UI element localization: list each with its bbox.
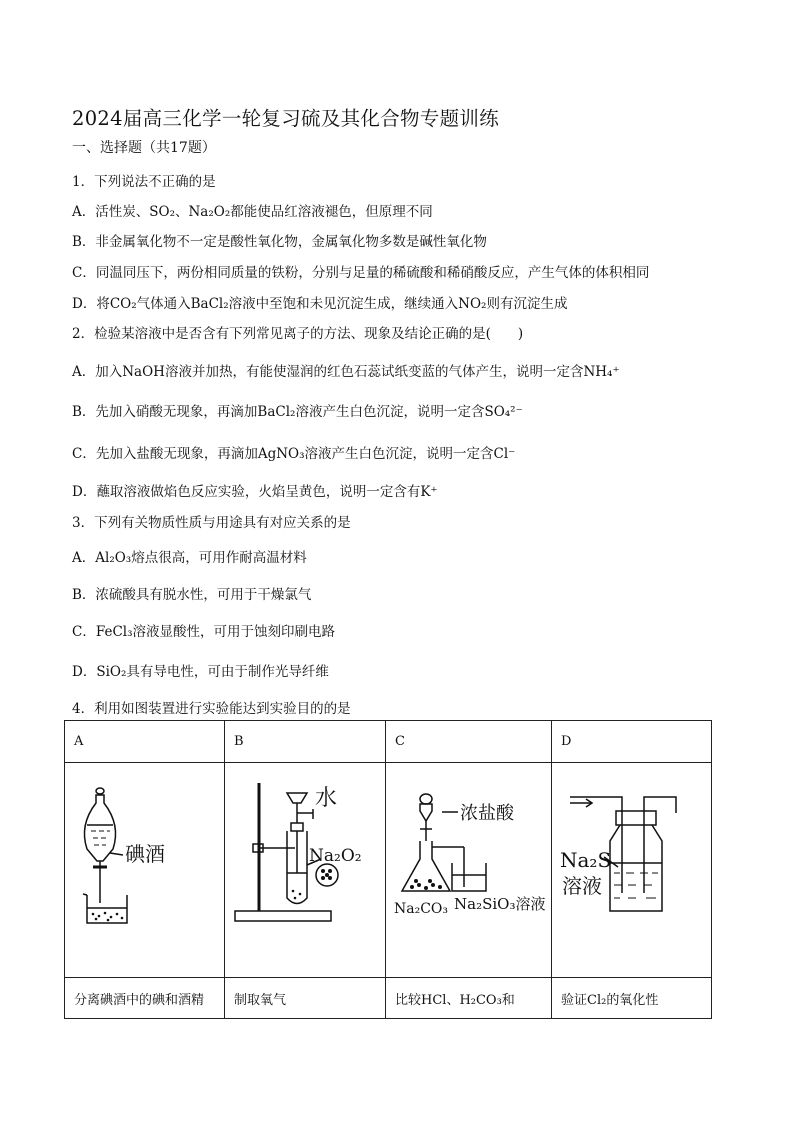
page-title: 2024届高三化学一轮复习硫及其化合物专题训练 bbox=[72, 107, 500, 130]
q1-option-c: C．同温同压下，两份相同质量的铁粉，分别与足量的稀硫酸和稀硝酸反应，产生气体的体积相同 bbox=[72, 265, 650, 281]
section-heading: 一、选择题（共17题） bbox=[72, 140, 216, 156]
q1-option-a: A．活性炭、SO₂、Na₂O₂都能使品红溶液褪色，但原理不同 bbox=[72, 204, 433, 220]
q4-apparatus-table bbox=[64, 720, 712, 1019]
q4-header-d: D bbox=[552, 721, 712, 763]
label-sodium-sulfide: Na₂S bbox=[560, 848, 612, 872]
q4-caption-a: 分离碘酒中的碘和酒精 bbox=[65, 978, 225, 1019]
q4-figure-b bbox=[225, 763, 386, 978]
label-iodine-tincture: 碘酒 bbox=[125, 842, 165, 866]
q4-header-a: A bbox=[65, 721, 225, 763]
q4-figure-d bbox=[552, 763, 712, 978]
q2-option-c: C．先加入盐酸无现象，再滴加AgNO₃溶液产生白色沉淀，说明一定含Cl⁻ bbox=[72, 446, 516, 462]
q1-option-b: B．非金属氧化物不一定是酸性氧化物，金属氧化物多数是碱性氧化物 bbox=[72, 234, 487, 250]
acid-strength-comparison-diagram bbox=[386, 763, 551, 973]
label-sodium-peroxide: Na₂O₂ bbox=[309, 846, 362, 866]
q2-option-a: A．加入NaOH溶液并加热，有能使湿润的红色石蕊试纸变蓝的气体产生，说明一定含NH₄⁺ bbox=[72, 364, 620, 380]
q3-stem: 3．下列有关物质性质与用途具有对应关系的是 bbox=[72, 515, 351, 531]
label-sodium-silicate: Na₂SiO₃溶液 bbox=[454, 895, 546, 913]
q2-option-b: B．先加入硝酸无现象，再滴加BaCl₂溶液产生白色沉淀，说明一定含SO₄²⁻ bbox=[72, 404, 523, 420]
q2-option-d: D．蘸取溶液做焰色反应实验，火焰呈黄色，说明一定含有K⁺ bbox=[72, 484, 438, 500]
oxygen-generation-diagram bbox=[225, 763, 385, 973]
q3-option-d: D．SiO₂具有导电性，可由于制作光导纤维 bbox=[72, 664, 329, 680]
q4-header-c: C bbox=[386, 721, 552, 763]
q4-caption-d: 验证Cl₂的氧化性 bbox=[552, 978, 712, 1019]
separatory-funnel-diagram bbox=[65, 763, 224, 973]
q4-stem: 4．利用如图装置进行实验能达到实验目的的是 bbox=[72, 701, 351, 717]
q3-option-b: B．浓硫酸具有脱水性，可用于干燥氯气 bbox=[72, 587, 312, 603]
q4-caption-b: 制取氧气 bbox=[225, 978, 386, 1019]
q4-figure-c bbox=[386, 763, 552, 978]
label-sodium-carbonate: Na₂CO₃ bbox=[394, 901, 449, 917]
gas-washing-bottle-diagram bbox=[552, 763, 711, 973]
label-conc-hcl: 浓盐酸 bbox=[460, 803, 514, 824]
q4-header-b: B bbox=[225, 721, 386, 763]
label-solution: 溶液 bbox=[562, 874, 602, 898]
q4-figure-a bbox=[65, 763, 225, 978]
label-water: 水 bbox=[315, 786, 338, 811]
q3-option-c: C．FeCl₃溶液显酸性，可用于蚀刻印刷电路 bbox=[72, 624, 336, 640]
q4-caption-c: 比较HCl、H₂CO₃和 bbox=[386, 978, 552, 1019]
q2-stem: 2．检验某溶液中是否含有下列常见离子的方法、现象及结论正确的是( ) bbox=[72, 326, 524, 342]
q1-stem: 1．下列说法不正确的是 bbox=[72, 174, 216, 190]
q3-option-a: A．Al₂O₃熔点很高，可用作耐高温材料 bbox=[72, 550, 307, 566]
q1-option-d: D．将CO₂气体通入BaCl₂溶液中至饱和未见沉淀生成，继续通入NO₂则有沉淀生成 bbox=[72, 296, 568, 312]
